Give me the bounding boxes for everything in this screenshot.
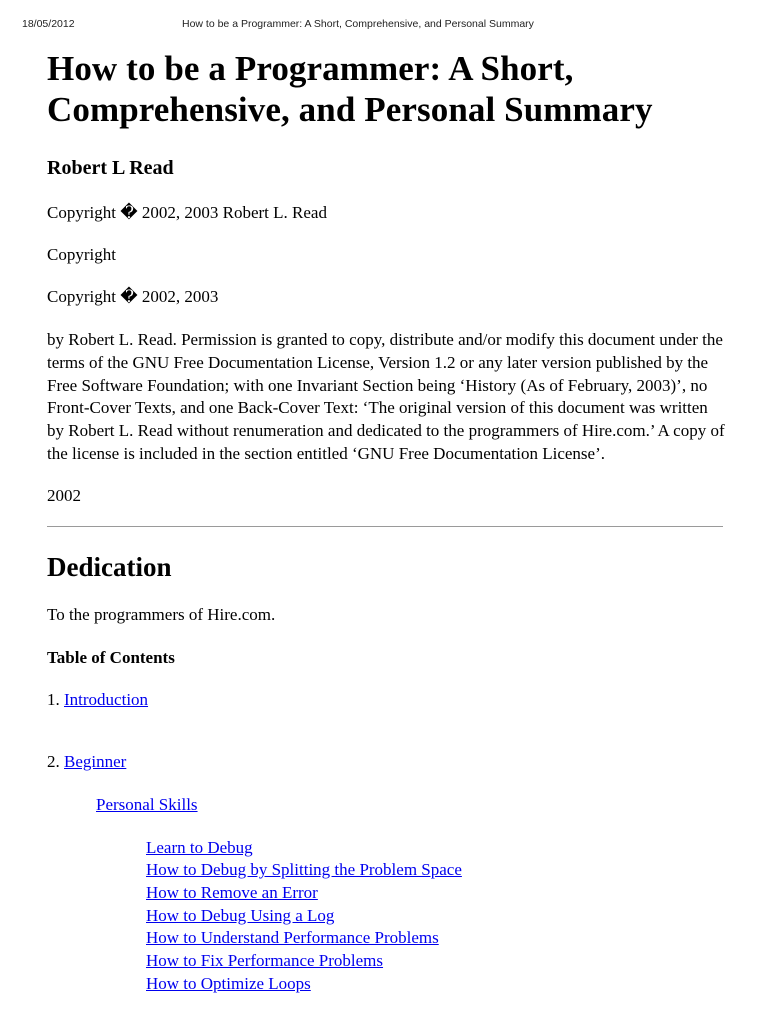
toc-list-item	[146, 950, 727, 973]
toc-item-introduction	[47, 689, 727, 712]
toc-subsection	[96, 794, 727, 817]
toc-link-personal-skills[interactable]: Personal Skills	[96, 794, 198, 814]
document-body	[47, 48, 727, 995]
toc-link-learn-to-debug[interactable]: Learn to Debug	[146, 837, 253, 857]
document-title-line-1: How to be a Programmer: A Short,	[47, 49, 574, 88]
toc-link-optimize-loops[interactable]: How to Optimize Loops	[146, 973, 311, 993]
print-page-title: How to be a Programmer: A Short, Comprehensive, and Personal Summary	[182, 18, 534, 30]
author-name: Robert L Read	[47, 157, 174, 179]
toc-link-fix-performance[interactable]: How to Fix Performance Problems	[146, 951, 384, 971]
print-date: 18/05/2012	[22, 18, 75, 30]
toc-heading: Table of Contents	[47, 647, 175, 667]
toc-list-item	[146, 882, 727, 905]
publication-year: 2002	[47, 486, 81, 506]
dedication-text: To the programmers of Hire.com.	[47, 605, 276, 625]
copyright-label: Copyright	[47, 244, 116, 264]
copyright-years: Copyright � 2002, 2003	[47, 287, 219, 307]
toc-link-debug-log[interactable]: How to Debug Using a Log	[146, 905, 335, 925]
toc-item-number: 1.	[47, 690, 60, 710]
toc-list-item	[146, 859, 727, 882]
toc-link-understand-performance[interactable]: How to Understand Performance Problems	[146, 928, 439, 948]
document-title-line-2: Comprehensive, and Personal Summary	[47, 90, 653, 129]
toc-link-introduction[interactable]: Introduction	[64, 690, 149, 710]
toc-link-list	[146, 837, 727, 996]
toc-item-number: 2.	[47, 752, 60, 772]
document-title	[47, 48, 727, 130]
toc-link-beginner[interactable]: Beginner	[64, 752, 127, 772]
toc-link-debug-splitting[interactable]: How to Debug by Splitting the Problem Space	[146, 860, 462, 880]
toc-list-item	[146, 905, 727, 928]
toc-list-item	[146, 837, 727, 860]
toc-list-item	[146, 973, 727, 996]
toc-link-remove-error[interactable]: How to Remove an Error	[146, 882, 318, 902]
toc-list-item	[146, 927, 727, 950]
toc-item-beginner	[47, 751, 727, 774]
license-paragraph: by Robert L. Read. Permission is granted to copy, distribute and/or modify this document under the terms of the GNU Free Documentation License, Version 1.2 or any later version published by the Free Software Foundation; with one Invariant Section being ‘History (As of February, 2003)’, no Front-Cover Texts, and one Back-Cover Text: ‘The original version of this document was written by Robert L. Read without renumeration and dedicated to the programmers of Hire.com.’ A copy of the license is included in the section entitled ‘GNU Free Documentation License’.	[47, 330, 725, 463]
copyright-line: Copyright � 2002, 2003 Robert L. Read	[47, 203, 327, 222]
dedication-heading: Dedication	[47, 552, 172, 583]
section-divider	[47, 526, 723, 527]
